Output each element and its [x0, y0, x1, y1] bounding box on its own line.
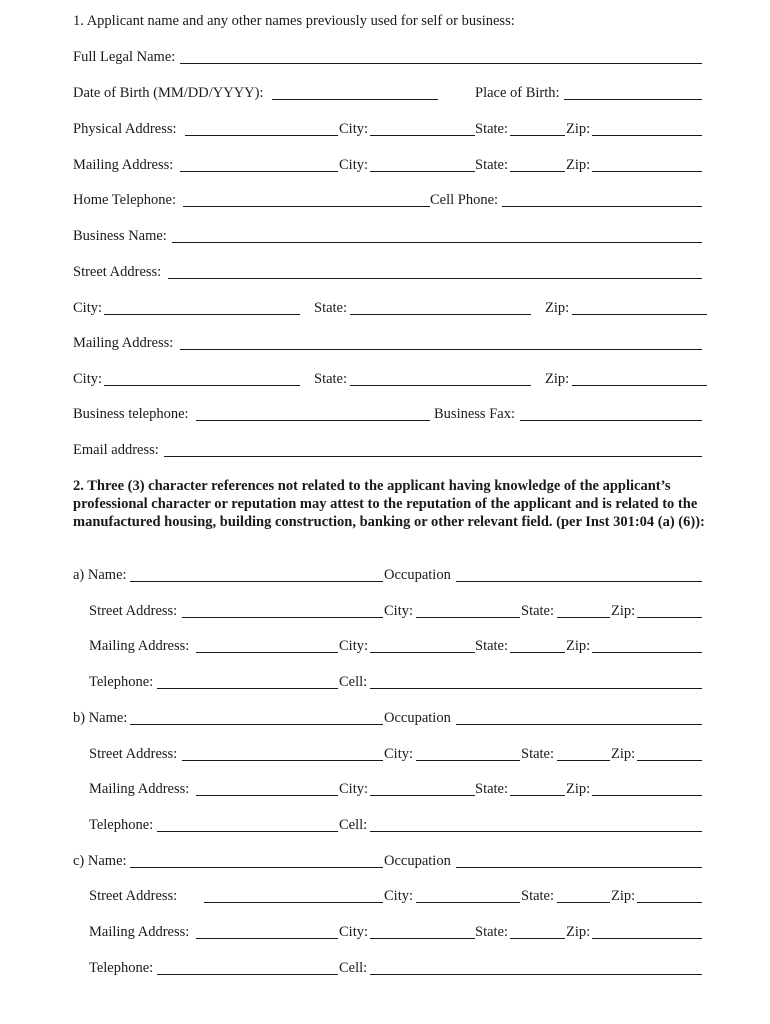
- ref-c-state-field[interactable]: [557, 902, 610, 903]
- street-address-field[interactable]: [168, 278, 702, 279]
- ref-a-mailing-state-field[interactable]: [510, 652, 565, 653]
- business-zip-label: Zip:: [545, 300, 570, 316]
- ref-b-name-label: b) Name:: [73, 710, 128, 726]
- ref-b-state-field[interactable]: [557, 760, 610, 761]
- ref-b-telephone-field[interactable]: [157, 831, 338, 832]
- ref-a-name-field[interactable]: [130, 581, 383, 582]
- place-of-birth-label: Place of Birth:: [475, 85, 560, 101]
- business-fax-field[interactable]: [520, 420, 702, 421]
- ref-c-mailing-zip-label: Zip:: [566, 924, 591, 940]
- business-mailing-zip-field[interactable]: [572, 385, 707, 386]
- ref-c-mailing-state-field[interactable]: [510, 938, 565, 939]
- business-city-field[interactable]: [104, 314, 300, 315]
- ref-a-state-label: State:: [521, 603, 555, 619]
- ref-a-state-field[interactable]: [557, 617, 610, 618]
- business-mailing-address-label: Mailing Address:: [73, 335, 174, 351]
- ref-a-zip-field[interactable]: [637, 617, 702, 618]
- ref-b-name-field[interactable]: [130, 724, 383, 725]
- business-mailing-address-field[interactable]: [180, 349, 702, 350]
- ref-c-mailing-city-label: City:: [339, 924, 369, 940]
- ref-b-mailing-state-label: State:: [475, 781, 509, 797]
- ref-c-zip-label: Zip:: [611, 888, 636, 904]
- business-telephone-label: Business telephone:: [73, 406, 189, 422]
- business-zip-field[interactable]: [572, 314, 707, 315]
- ref-b-mailing-city-field[interactable]: [370, 795, 475, 796]
- ref-a-occupation-label: Occupation: [384, 567, 451, 583]
- ref-c-occupation-label: Occupation: [384, 853, 451, 869]
- ref-b-telephone-label: Telephone:: [89, 817, 154, 833]
- physical-state-label: State:: [475, 121, 509, 137]
- business-mailing-city-label: City:: [73, 371, 103, 387]
- ref-b-cell-label: Cell:: [339, 817, 368, 833]
- ref-b-city-field[interactable]: [416, 760, 520, 761]
- ref-b-mailing-city-label: City:: [339, 781, 369, 797]
- ref-a-telephone-label: Telephone:: [89, 674, 154, 690]
- ref-a-mailing-zip-label: Zip:: [566, 638, 591, 654]
- email-address-label: Email address:: [73, 442, 159, 458]
- dob-label: Date of Birth (MM/DD/YYYY):: [73, 85, 264, 101]
- mailing-state-label: State:: [475, 157, 509, 173]
- ref-c-zip-field[interactable]: [637, 902, 702, 903]
- ref-c-city-field[interactable]: [416, 902, 520, 903]
- ref-a-telephone-field[interactable]: [157, 688, 338, 689]
- mailing-zip-label: Zip:: [566, 157, 591, 173]
- ref-b-zip-label: Zip:: [611, 746, 636, 762]
- ref-b-street-field[interactable]: [182, 760, 383, 761]
- business-mailing-state-label: State:: [314, 371, 348, 387]
- business-state-label: State:: [314, 300, 348, 316]
- mailing-address-field[interactable]: [180, 171, 338, 172]
- ref-a-cell-label: Cell:: [339, 674, 368, 690]
- ref-c-state-label: State:: [521, 888, 555, 904]
- ref-a-cell-field[interactable]: [370, 688, 702, 689]
- ref-b-occupation-label: Occupation: [384, 710, 451, 726]
- business-city-label: City:: [73, 300, 103, 316]
- mailing-city-field[interactable]: [370, 171, 475, 172]
- section1-heading: 1. Applicant name and any other names previously used for self or business:: [73, 13, 515, 29]
- ref-c-cell-label: Cell:: [339, 960, 368, 976]
- ref-b-street-label: Street Address:: [89, 746, 178, 762]
- ref-c-name-label: c) Name:: [73, 853, 127, 869]
- ref-b-state-label: State:: [521, 746, 555, 762]
- business-mailing-city-field[interactable]: [104, 385, 300, 386]
- business-mailing-zip-label: Zip:: [545, 371, 570, 387]
- ref-a-mailing-field[interactable]: [196, 652, 338, 653]
- mailing-zip-field[interactable]: [592, 171, 702, 172]
- email-address-field[interactable]: [164, 456, 702, 457]
- ref-b-cell-field[interactable]: [370, 831, 702, 832]
- physical-address-field[interactable]: [185, 135, 338, 136]
- ref-b-mailing-zip-field[interactable]: [592, 795, 702, 796]
- ref-a-city-field[interactable]: [416, 617, 520, 618]
- mailing-address-label: Mailing Address:: [73, 157, 174, 173]
- ref-c-telephone-field[interactable]: [157, 974, 338, 975]
- mailing-city-label: City:: [339, 157, 369, 173]
- business-fax-label: Business Fax:: [434, 406, 515, 422]
- cell-phone-label: Cell Phone:: [430, 192, 499, 208]
- ref-b-city-label: City:: [384, 746, 414, 762]
- business-name-field[interactable]: [172, 242, 702, 243]
- ref-c-cell-field[interactable]: [370, 974, 702, 975]
- physical-zip-field[interactable]: [592, 135, 702, 136]
- ref-b-occupation-field[interactable]: [456, 724, 702, 725]
- ref-c-name-field[interactable]: [130, 867, 383, 868]
- ref-c-city-label: City:: [384, 888, 414, 904]
- street-address-label: Street Address:: [73, 264, 162, 280]
- ref-c-mailing-zip-field[interactable]: [592, 938, 702, 939]
- home-telephone-field[interactable]: [183, 206, 430, 207]
- physical-zip-label: Zip:: [566, 121, 591, 137]
- ref-c-mailing-label: Mailing Address:: [89, 924, 190, 940]
- ref-c-street-label: Street Address:: [89, 888, 178, 904]
- ref-a-street-field[interactable]: [182, 617, 383, 618]
- ref-a-mailing-label: Mailing Address:: [89, 638, 190, 654]
- business-name-label: Business Name:: [73, 228, 167, 244]
- place-of-birth-field[interactable]: [564, 99, 702, 100]
- ref-a-city-label: City:: [384, 603, 414, 619]
- full-legal-name-label: Full Legal Name:: [73, 49, 176, 65]
- ref-a-street-label: Street Address:: [89, 603, 178, 619]
- ref-a-zip-label: Zip:: [611, 603, 636, 619]
- physical-address-label: Physical Address:: [73, 121, 177, 137]
- ref-b-zip-field[interactable]: [637, 760, 702, 761]
- dob-field[interactable]: [272, 99, 438, 100]
- full-legal-name-field[interactable]: [180, 63, 702, 64]
- ref-c-telephone-label: Telephone:: [89, 960, 154, 976]
- ref-b-mailing-field[interactable]: [196, 795, 338, 796]
- ref-a-mailing-state-label: State:: [475, 638, 509, 654]
- ref-b-mailing-zip-label: Zip:: [566, 781, 591, 797]
- ref-a-mailing-city-field[interactable]: [370, 652, 475, 653]
- physical-city-label: City:: [339, 121, 369, 137]
- ref-c-occupation-field[interactable]: [456, 867, 702, 868]
- business-state-field[interactable]: [350, 314, 531, 315]
- ref-b-mailing-state-field[interactable]: [510, 795, 565, 796]
- ref-c-mailing-state-label: State:: [475, 924, 509, 940]
- ref-a-mailing-city-label: City:: [339, 638, 369, 654]
- home-telephone-label: Home Telephone:: [73, 192, 177, 208]
- section2-heading: 2. Three (3) character references not related to the applicant having knowledge of the applicant’s professional character or reputation may attest to the reputation of the applicant and is related to the manufactured housing, building construction, banking or other relevant field. (per Inst 301:04 (a) (6)):: [73, 478, 705, 530]
- ref-a-occupation-field[interactable]: [456, 581, 702, 582]
- ref-c-mailing-field[interactable]: [196, 938, 338, 939]
- cell-phone-field[interactable]: [502, 206, 702, 207]
- ref-c-mailing-city-field[interactable]: [370, 938, 475, 939]
- ref-c-street-field[interactable]: [204, 902, 383, 903]
- physical-state-field[interactable]: [510, 135, 565, 136]
- physical-city-field[interactable]: [370, 135, 475, 136]
- ref-a-mailing-zip-field[interactable]: [592, 652, 702, 653]
- ref-b-mailing-label: Mailing Address:: [89, 781, 190, 797]
- business-telephone-field[interactable]: [196, 420, 430, 421]
- mailing-state-field[interactable]: [510, 171, 565, 172]
- ref-a-name-label: a) Name:: [73, 567, 127, 583]
- business-mailing-state-field[interactable]: [350, 385, 531, 386]
